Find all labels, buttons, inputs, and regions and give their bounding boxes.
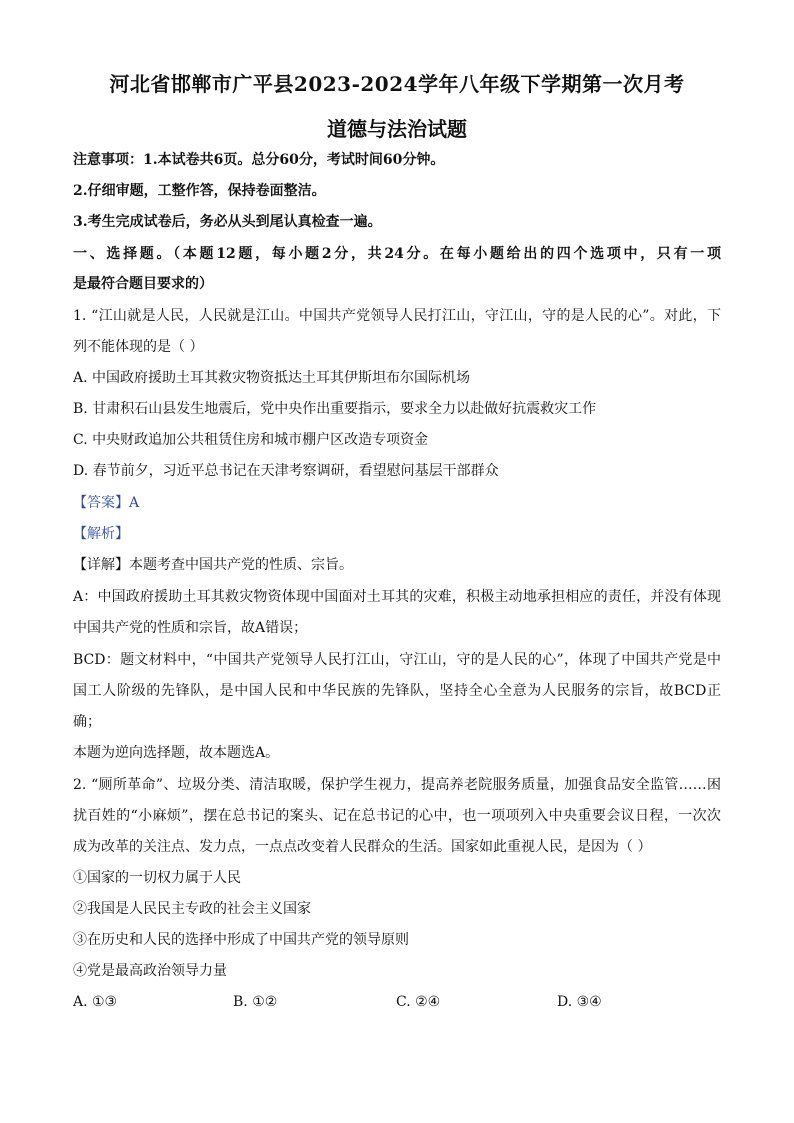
q1-explanation-line2: 中国共产党的性质和宗旨，故A错误； (73, 620, 308, 636)
q1-analysis-label: 【解析】 (73, 526, 129, 542)
q1-detail: 【详解】本题考查中国共产党的性质、宗旨。 (73, 557, 353, 573)
q1-explanation-line1: A：中国政府援助土耳其救灾物资体现中国面对土耳其的灾难，积极主动地承担相应的责任，并没有体现 (73, 589, 721, 605)
q1-explanation-line5: 确； (73, 714, 101, 730)
q1-stem-line2: 列不能体现的是（ ） (73, 339, 204, 355)
q2-option-b: B. ①② (233, 994, 278, 1010)
section-heading-line2: 是最符合题目要求的） (73, 276, 213, 292)
q2-stem-line3: 成为改革的关注点、发力点，一点点改变着人民群众的生活。国家如此重视人民，是因为（ ） (73, 839, 652, 855)
q2-statement-1: ①国家的一切权力属于人民 (73, 870, 241, 886)
section-heading-line1: 一、选择题。（本题12题，每小题2分，共24分。在每小题给出的四个选项中，只有一项 (73, 246, 721, 262)
q2-stem-line2: 扰百姓的“小麻烦”，摆在总书记的案头、记在总书记的心中，也一项项列入中央重要会议日程，一次次 (73, 808, 721, 824)
q1-option-a: A. 中国政府援助土耳其救灾物资抵达土耳其伊斯坦布尔国际机场 (73, 370, 471, 386)
q1-answer: 【答案】A (73, 495, 140, 511)
note-1: 注意事项：1.本试卷共6页。总分60分，考试时间60分钟。 (73, 152, 445, 168)
q2-statement-3: ③在历史和人民的选择中形成了中国共产党的领导原则 (73, 932, 409, 948)
exam-title: 河北省邯郸市广平县2023-2024学年八年级下学期第一次月考 (109, 72, 685, 96)
q2-option-d: D. ③④ (557, 994, 602, 1010)
q2-statement-4: ④党是最高政治领导力量 (73, 963, 227, 979)
q1-option-b: B. 甘肃积石山县发生地震后，党中央作出重要指示，要求全力以赴做好抗震救灾工作 (73, 401, 597, 417)
q1-option-d: D. 春节前夕，习近平总书记在天津考察调研，看望慰问基层干部群众 (73, 463, 499, 479)
exam-subtitle: 道德与法治试题 (327, 117, 467, 141)
q1-option-c: C. 中央财政追加公共租赁住房和城市棚户区改造专项资金 (73, 432, 429, 448)
q2-option-c: C. ②④ (396, 994, 441, 1010)
q1-explanation-line6: 本题为逆向选择题，故本题选A。 (73, 745, 280, 761)
q2-statement-2: ②我国是人民民主专政的社会主义国家 (73, 901, 311, 917)
q1-explanation-line4: 国工人阶级的先锋队，是中国人民和中华民族的先锋队，坚持全心全意为人民服务的宗旨，故BCD正 (73, 683, 721, 699)
note-3: 3.考生完成试卷后，务必从头到尾认真检查一遍。 (73, 214, 382, 230)
note-2: 2.仔细审题，工整作答，保持卷面整洁。 (73, 183, 326, 199)
q1-stem-line1: 1. “江山就是人民，人民就是江山。中国共产党领导人民打江山，守江山，守的是人民的心”。对此，下 (73, 308, 721, 324)
q1-explanation-line3: BCD：题文材料中，“中国共产党领导人民打江山，守江山，守的是人民的心”，体现了中国共产党是中 (73, 652, 721, 668)
q2-stem-line1: 2. “厕所革命”、垃圾分类、清洁取暖，保护学生视力，提高养老院服务质量，加强食品安全监管……困 (73, 777, 721, 793)
q2-option-a: A. ①③ (73, 994, 118, 1010)
